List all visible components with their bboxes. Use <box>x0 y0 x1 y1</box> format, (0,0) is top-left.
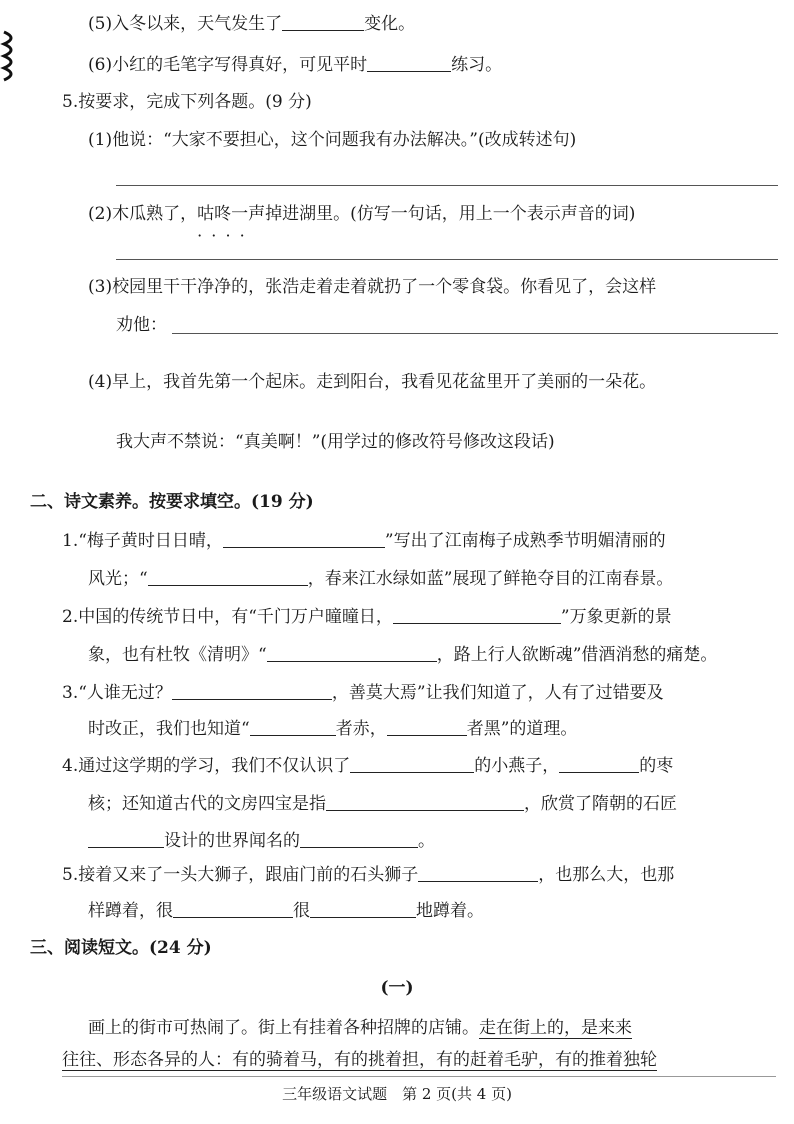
sec2-q2-line1: 2.中国的传统节日中，有“千门万户曈曈日， ”万象更新的景 <box>62 603 672 631</box>
answer-blank[interactable] <box>173 897 293 918</box>
emphasis-dotted-text: 咕咚 · · · · <box>197 204 231 224</box>
q5-item3-line1: (3)校园里干干净净的，张浩走着走着就扔了一个零食袋。你看见了，会这样 <box>88 277 657 297</box>
sec2-q3-line1: 3.“人谁无过？ ，善莫大焉”让我们知道了，人有了过错要及 <box>62 679 664 707</box>
q5-item4-line2: 我大声不禁说：“真美啊！”(用学过的修改符号修改这段话) <box>116 432 555 452</box>
q5-item4-line1: (4)早上，我首先第一个起床。走到阳台，我看见花盆里开了美丽的一朵花。 <box>88 372 657 392</box>
section-2-title: 二、诗文素养。按要求填空。(19 分) <box>30 492 314 512</box>
sec2-q1-line2: 风光；“ ，春来江水绿如蓝”展现了鲜艳夺目的江南春景。 <box>88 565 673 593</box>
answer-blank[interactable] <box>367 51 451 72</box>
answer-blank[interactable] <box>250 715 336 736</box>
sec2-q5-line1: 5.接着又来了一头大狮子，跟庙门前的石头狮子 ，也那么大，也那 <box>62 861 674 889</box>
answer-blank[interactable] <box>326 790 524 811</box>
q4-item5: (5)入冬以来，天气发生了 变化。 <box>88 10 415 38</box>
answer-blank[interactable] <box>88 827 164 848</box>
answer-blank[interactable] <box>418 861 538 882</box>
q5-title: 5.按要求，完成下列各题。(9 分) <box>62 92 312 112</box>
page-footer: 三年级语文试题 第 2 页(共 4 页) <box>282 1085 512 1103</box>
answer-blank[interactable] <box>393 603 561 624</box>
sec2-q1-line1: 1.“梅子黄时日日晴， ”写出了江南梅子成熟季节明媚清丽的 <box>62 527 666 555</box>
answer-blank[interactable] <box>172 679 332 700</box>
answer-line[interactable] <box>116 185 778 186</box>
q5-item3-line2: 劝他： <box>116 315 167 335</box>
answer-blank[interactable] <box>310 897 416 918</box>
answer-line[interactable] <box>116 259 778 260</box>
sec2-q2-line2: 象，也有杜牧《清明》“ ，路上行人欲断魂”借酒消愁的痛楚。 <box>88 641 717 669</box>
answer-blank[interactable] <box>387 715 467 736</box>
sec2-q4-line1: 4.通过这学期的学习，我们不仅认识了 的小燕子， 的枣 <box>62 752 673 780</box>
answer-blank[interactable] <box>282 10 364 31</box>
binding-spiral-icon <box>0 28 24 84</box>
passage-line-1: 画上的街市可热闹了。街上有挂着各种招牌的店铺。走在街上的，是来来 <box>88 1018 632 1038</box>
answer-blank[interactable] <box>559 752 639 773</box>
sec2-q3-line2: 时改正，我们也知道“ 者赤， 者黑”的道理。 <box>88 715 577 743</box>
q4-item6: (6)小红的毛笔字写得真好，可见平时 练习。 <box>88 51 502 79</box>
answer-blank[interactable] <box>350 752 474 773</box>
answer-blank[interactable] <box>148 565 308 586</box>
q5-item1: (1)他说：“大家不要担心，这个问题我有办法解决。”(改成转述句) <box>88 130 577 150</box>
answer-line[interactable] <box>172 333 778 334</box>
answer-blank[interactable] <box>223 527 385 548</box>
passage-part-label: (一) <box>380 978 414 998</box>
passage-line-2: 往往、形态各异的人：有的骑着马，有的挑着担，有的赶着毛驴，有的推着独轮 <box>62 1050 657 1070</box>
section-3-title: 三、阅读短文。(24 分) <box>30 938 212 958</box>
footer-divider <box>62 1076 776 1077</box>
sec2-q4-line2: 核；还知道古代的文房四宝是指 ，欣赏了隋朝的石匠 <box>88 790 677 818</box>
sec2-q5-line2: 样蹲着，很 很 地蹲着。 <box>88 897 484 925</box>
answer-blank[interactable] <box>267 641 437 662</box>
q5-item2: (2)木瓜熟了，咕咚 · · · ·一声掉进湖里。(仿写一句话，用上一个表示声音的词) <box>88 200 635 228</box>
answer-blank[interactable] <box>300 827 418 848</box>
sec2-q4-line3: 设计的世界闻名的 。 <box>88 827 435 855</box>
